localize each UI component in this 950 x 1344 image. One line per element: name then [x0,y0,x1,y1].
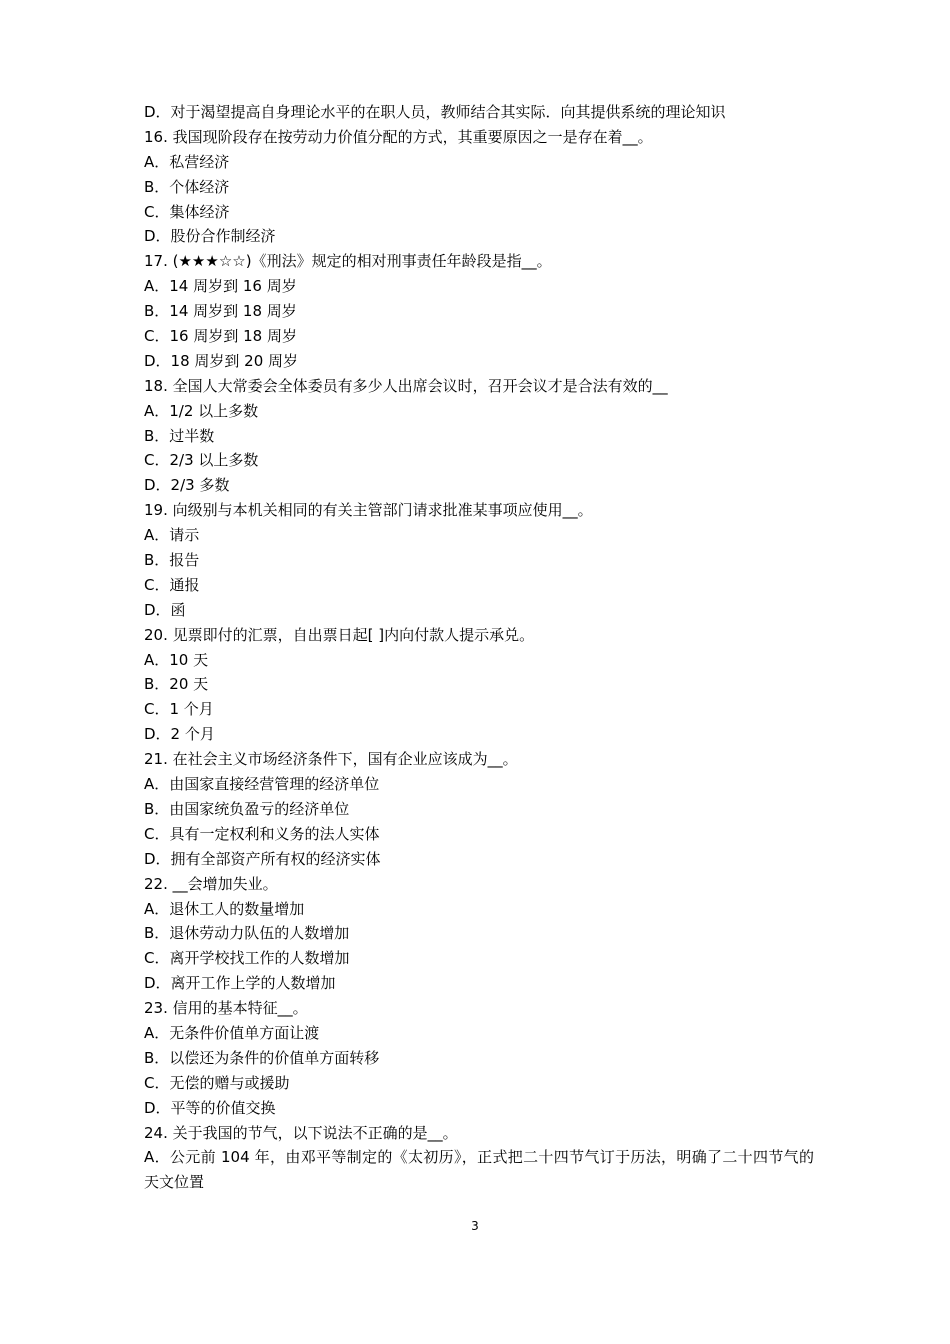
option-line-22b: B．退休劳动力队伍的人数增加 [144,924,350,943]
option-line-20a: A．10 天 [144,650,209,669]
option-line-23d: D．平等的价值交换 [144,1098,276,1117]
question-19: 19. 向级别与本机关相同的有关主管部门请求批准某事项应使用__。 [144,501,593,520]
question-17: 17. (★★★☆☆)《刑法》规定的相对刑事责任年龄段是指__。 [144,252,552,271]
question-24: 24. 关于我国的节气，以下说法不正确的是__。 [144,1123,458,1142]
option-line-19d: D．函 [144,600,186,619]
option-line-21c: C．具有一定权利和义务的法人实体 [144,824,380,843]
option-line-22c: C．离开学校找工作的人数增加 [144,949,350,968]
option-line-17b: B．14 周岁到 18 周岁 [144,302,297,321]
option-line-24a: A．公元前 104 年，由邓平等制定的《太初历》，正式把二十四节气订于历法，明确了二十四节气的天文位置 [144,1148,814,1192]
option-line-17a: A．14 周岁到 16 周岁 [144,277,297,296]
option-line-19c: C．通报 [144,575,200,594]
option-line-21a: A．由国家直接经营管理的经济单位 [144,775,380,794]
option-line-17d: D．18 周岁到 20 周岁 [144,351,299,370]
option-line-23a: A．无条件价值单方面让渡 [144,1023,320,1042]
option-line-16a: A．私营经济 [144,152,230,171]
page-content [144,100,814,1195]
option-line-20c: C．1 个月 [144,700,214,719]
option-line-21d: D．拥有全部资产所有权的经济实体 [144,849,381,868]
option-line-17c: C．16 周岁到 18 周岁 [144,327,297,346]
question-20: 20. 见票即付的汇票，自出票日起[ ]内向付款人提示承兑。 [144,625,535,644]
option-line-19a: A．请示 [144,526,200,545]
option-line-23c: C．无偿的赠与或援助 [144,1073,290,1092]
option-line-19b: B．报告 [144,551,200,570]
page-number: 3 [471,1219,479,1233]
option-line-21b: B．由国家统负盈亏的经济单位 [144,799,350,818]
option-line-16d: D．股份合作制经济 [144,227,276,246]
question-16: 16. 我国现阶段存在按劳动力价值分配的方式，其重要原因之一是存在着__。 [144,127,653,146]
option-line-18a: A．1/2 以上多数 [144,401,259,420]
option-line-23b: B．以偿还为条件的价值单方面转移 [144,1048,380,1067]
option-line-15d: D．对于渴望提高自身理论水平的在职人员，教师结合其实际．向其提供系统的理论知识 [144,103,726,121]
option-line-16c: C．集体经济 [144,202,230,221]
option-line-18b: B．过半数 [144,426,215,445]
question-18: 18. 全国人大常委会全体委员有多少人出席会议时，召开会议才是合法有效的__ [144,376,668,395]
question-22: 22. __会增加失业。 [144,874,278,893]
question-21: 21. 在社会主义市场经济条件下，国有企业应该成为__。 [144,750,518,769]
option-line-18c: C．2/3 以上多数 [144,451,259,470]
option-line-20d: D．2 个月 [144,725,215,744]
option-line-18d: D．2/3 多数 [144,476,230,495]
question-23: 23. 信用的基本特征__。 [144,999,308,1018]
option-line-22d: D．离开工作上学的人数增加 [144,974,336,993]
option-line-20b: B．20 天 [144,675,209,694]
option-line-22a: A．退休工人的数量增加 [144,899,305,918]
option-line-16b: B．个体经济 [144,177,230,196]
